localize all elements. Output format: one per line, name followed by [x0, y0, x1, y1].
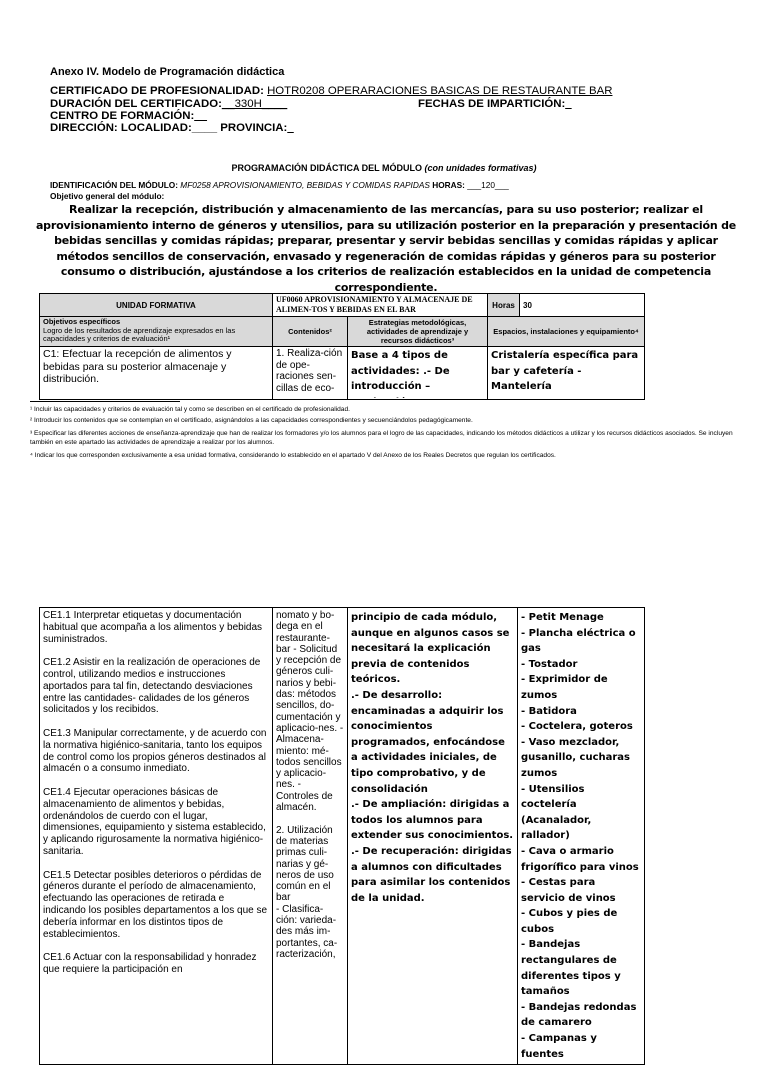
- uf-label: UNIDAD FORMATIVA: [40, 294, 273, 317]
- strategy-item: .- De recuperación: dirigidas a alumnos con dificultades para asimilar los contenidos de la unidad.: [351, 845, 512, 904]
- criterion-ce1-6: CE1.6 Actuar con la responsabilidad y honradez que requiere la participación en: [43, 952, 257, 975]
- cert-value: HOTR0208 OPERARACIONES BASICAS DE RESTAURANTE BAR: [267, 85, 613, 97]
- equipment-item: - Petit Menage: [521, 612, 604, 623]
- objectives-sub: Logro de los resultados de aprendizaje expresados en las capacidades y criterios de evaluación¹: [43, 325, 236, 343]
- criterion-ce1-1: CE1.1 Interpretar etiquetas y documentación habitual que acompaña a los alimentos y bebidas suministrados.: [43, 610, 263, 645]
- programming-title-main: PROGRAMACIÓN DIDÁCTICA DEL MÓDULO: [231, 163, 422, 173]
- address-line: [50, 122, 294, 135]
- contents1-cell: [273, 347, 348, 400]
- cert-label: CERTIFICADO DE PROFESIONALIDAD:: [50, 85, 264, 97]
- hours-cell: 30: [520, 294, 645, 317]
- center-value: __: [194, 110, 207, 122]
- contents-header: Contenidos²: [273, 317, 348, 347]
- address-value: _: [287, 122, 294, 134]
- annex-title: Anexo IV. Modelo de Programación didáctica: [50, 66, 285, 78]
- criterion-ce1-4: CE1.4 Ejecutar operaciones básicas de almacenamiento de alimentos y bebidas, ordenándolos de cuerdo con el lugar, dimensiones, equipamiento y sistema establecido, y aplicando rigurosamente la normativa higiénico-sanitaria.: [43, 786, 266, 857]
- dates-line: [418, 98, 572, 111]
- footnote-separator: [30, 401, 180, 402]
- center-label: CENTRO DE FORMACIÓN:: [50, 110, 195, 122]
- strategy-item: .- De desarrollo: encaminadas a adquirir los conocimientos programados, enfocándose a actividades iniciales, de tipo comprobativo, y de consolidación: [351, 689, 505, 795]
- equipment-list: [521, 610, 641, 1062]
- dates-value: _: [565, 98, 572, 110]
- equipment-item: - Campanas y fuentes: [521, 1033, 597, 1060]
- spaces1-cell: [488, 347, 645, 400]
- module-identification: [50, 180, 509, 190]
- equipment-item: - Cubos y pies de cubos: [521, 908, 618, 935]
- uf-title: UF0060 APROVISIONAMIENTO Y ALMACENAJE DE ALIMEN-TOS Y BEBIDAS EN EL BAR: [273, 294, 488, 317]
- equipment-item: - Vaso mezclador, gusanillo, cucharas zumos: [521, 736, 631, 779]
- objectives-header: [40, 317, 273, 347]
- general-objective-text: Realizar la recepción, distribución y almacenamiento de las mercancías, para su uso posterior; realizar el aprovisionamiento interno de géneros y utensilios, para su utilización posterior en la preparación y presentación de bebidas sencillas y comidas rápidas; preparar, presentar y servir bebidas sencillas y comidas rápidas y aplicar métodos sencillos de conservación, envasado y regeneración de comidas rápidas y géneros para su posterior consumo o distribución, ajustándose a los criterios de realización establecidos en la unidad de competencia correspondiente.: [35, 203, 737, 294]
- c1-text: C1: Efectuar la recepción de alimentos y bebidas para su posterior almacenaje y distribución.: [43, 348, 232, 385]
- criterion-ce1-2: CE1.2 Asistir en la realización de operaciones de control, utilizando medios e instrucciones aportados para tal fin, detectando desviaciones entre las cantidades- calidades de los géneros solicitados y los recibidos.: [43, 657, 261, 716]
- strategies2-cell: [348, 608, 518, 1065]
- hours-label: HORAS:: [432, 180, 465, 190]
- ident-value: MF0258 APROVISIONAMIENTO, BEBIDAS Y COMIDAS RAPIDAS: [180, 180, 430, 190]
- equipment-item: - Cestas para servicio de vinos: [521, 877, 616, 904]
- equipment-item: - Exprimidor de zumos: [521, 674, 608, 701]
- duration-label: DURACIÓN DEL CERTIFICADO:: [50, 98, 222, 110]
- footnote-3: ³ Especificar las diferentes acciones de enseñanza-aprendizaje que han de realizar los formadores y/o los alumnos para el logro de las capacidades, indicando los métodos didácticos a utilizar y los recursos didácticos asociados. Se incluyen también en este apartado las actividades de aprendizaje a realizar por los alumnos.: [30, 430, 733, 446]
- hours-value: ___120___: [467, 180, 509, 190]
- criterion-ce1-5: CE1.5 Detectar posibles deterioros o pérdidas de géneros durante el período de almacenamiento, efectuando las operaciones de retirada e indicando los posibles departamentos a los que se debería informar en los distintos tipos de establecimientos.: [43, 869, 268, 940]
- strategies-list: [351, 610, 514, 906]
- ident-label: IDENTIFICACIÓN DEL MÓDULO:: [50, 180, 178, 190]
- equipment-item: - Bandejas rectangulares de diferentes tipos y tamaños: [521, 939, 621, 998]
- hours-header: Horas: [488, 294, 520, 317]
- equipment-item: - Utensilios coctelería (Acanalador, rallador): [521, 783, 592, 842]
- training-unit-table: [39, 293, 645, 400]
- strategies1-text: Base a 4 tipos de actividades: .- De introducción –: [351, 350, 450, 392]
- footnote-1: ¹ Incluir las capacidades y criterios de evaluación tal y como se describen en el certificado de profesionalidad.: [30, 406, 350, 413]
- spaces2-cell: [518, 608, 645, 1065]
- programming-title: [0, 163, 768, 173]
- strategies1-cell: [348, 347, 488, 400]
- programming-title-italic: (con unidades formativas): [424, 163, 537, 173]
- equipment-item: - Bandejas redondas de camarero: [521, 1001, 637, 1029]
- equipment-item: - Batidora: [521, 705, 577, 717]
- criterion-ce1-3: CE1.3 Manipular correctamente, y de acuerdo con la normativa higiénico-sanitaria, tanto los equipos de control como los propios géneros destinados al almacén o a consumo inmediato.: [43, 727, 267, 775]
- footnote-4: ⁴ Indicar los que corresponden exclusivamente a esa unidad formativa, considerando lo establecido en el apartado V del Anexo de los Reales Decretos que regulan los certificados.: [30, 452, 556, 459]
- contents2-text: nomato y bo-dega en el restaurante-bar - Solicitud y recepción de géneros culi-narios y bebi-das: métodos sencillos, do-cumentación y aplicacio-nes. - Almacena-miento: mé-todos sencillos y aplicacio-nes. - Controles de almacén. 2. Utilización de materias primas culi-narias y gé-neros de uso común en el bar - Clasifica-ción: varieda-des más im-portantes, ca-racterización,: [276, 610, 344, 960]
- criteria-cell: [40, 608, 273, 1065]
- contents1-text: 1. Realiza-ción de ope-raciones sen-cillas de eco-: [276, 348, 343, 394]
- spaces1-text: Cristalería específica para bar y cafetería - Mantelería: [491, 350, 639, 392]
- general-objective-label: Objetivo general del módulo:: [50, 191, 165, 201]
- objectives-label: Objetivos específicos: [43, 317, 121, 326]
- footnote-2: ² Introducir los contenidos que se contemplan en el certificado, asignándolos a las capacidades correspondientes y secuenciándolos pedagógicamente.: [30, 417, 473, 424]
- dates-label: FECHAS DE IMPARTICIÓN:: [418, 98, 566, 110]
- continuation-table: [39, 607, 645, 1065]
- equipment-item: - Tostador: [521, 658, 578, 670]
- cert-line: [50, 85, 612, 98]
- strategy-item: principio de cada módulo, aunque en algunos casos se necesitará la explicación previa de contenidos teóricos.: [351, 612, 510, 686]
- duration-value: __330H____: [221, 98, 288, 110]
- equipment-item: - Cava o armario frigorífico para vinos: [521, 845, 639, 873]
- address-label: DIRECCIÓN: LOCALIDAD:____ PROVINCIA:: [50, 122, 288, 134]
- equipment-item: - Coctelera, goteros: [521, 721, 633, 733]
- c1-cell: [40, 347, 273, 400]
- spaces-header: Espacios, instalaciones y equipamiento⁴: [488, 317, 645, 347]
- criteria-list: [43, 610, 269, 976]
- strategies-header: Estrategias metodológicas, actividades de aprendizaje y recursos didácticos³: [348, 317, 488, 347]
- contents2-cell: [273, 608, 348, 1065]
- strategy-item: .- De ampliación: dirigidas a todos los alumnos para extender sus conocimientos.: [351, 799, 514, 842]
- equipment-item: - Plancha eléctrica o gas: [521, 627, 636, 655]
